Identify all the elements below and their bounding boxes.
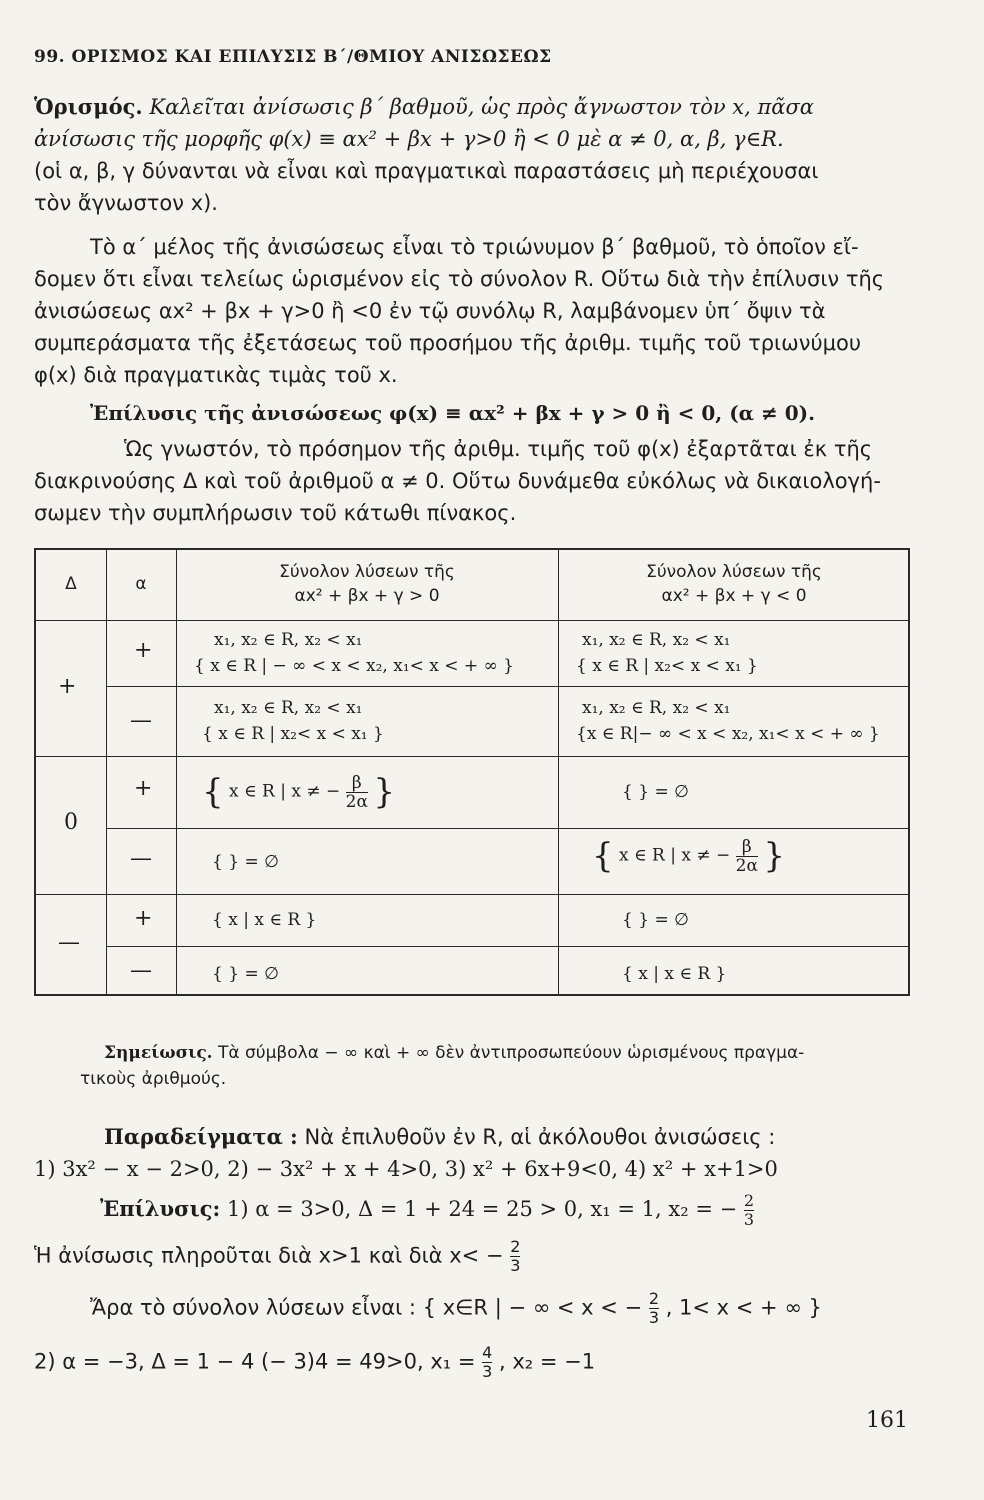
table-divider xyxy=(106,550,107,994)
section-heading: 99. ΟΡΙΣΜΟΣ ΚΑΙ ΕΠΙΛΥΣΙΣ Β΄/ΘΜΙΟΥ ΑΝΙΣΩΣΕΩΣ xyxy=(34,47,552,67)
r1-gt-condition: x₁, x₂ ∈ R, x₂ < x₁ xyxy=(214,630,363,650)
r3-lt-empty: { } = ∅ xyxy=(622,782,689,802)
solution-label: Ἐπίλυσις: xyxy=(100,1196,221,1221)
therefore-den: 3 xyxy=(648,1308,660,1327)
r1-lt-condition: x₁, x₂ ∈ R, x₂ < x₁ xyxy=(582,630,731,650)
holds-den: 3 xyxy=(510,1256,521,1275)
table-rule xyxy=(106,946,908,947)
header-lt-title: Σύνολον λύσεων τῆς xyxy=(646,562,822,582)
header-gt-expr: αx² + βx + γ > 0 xyxy=(294,586,440,606)
r3-gt-prefix: x ∈ R | x ≠ − xyxy=(229,781,341,802)
r2-gt-condition: x₁, x₂ ∈ R, x₂ < x₁ xyxy=(214,698,363,718)
para1-line: δομεν ὅτι εἶναι τελείως ὡρισμένον εἰς τὸ σύνολον R. Οὕτω διὰ τὴν ἐπίλυσιν τῆς xyxy=(34,267,885,291)
table-rule xyxy=(36,894,908,895)
definition-line-3: (οἱ α, β, γ δύνανται νὰ εἶναι καὶ πραγματικαὶ παραστάσεις μὴ περιέχουσαι xyxy=(34,159,819,183)
note-label: Σημείωσις. xyxy=(104,1043,213,1063)
holds-text: Ἡ ἀνίσωσις πληροῦται διὰ x>1 καὶ διὰ x< − xyxy=(34,1243,504,1268)
solution-heading: Ἐπίλυσις τῆς ἀνισώσεως φ(x) ≡ αx² + βx + γ > 0 ἢ < 0, (α ≠ 0). xyxy=(90,401,816,425)
r4-lt-frac-num: β xyxy=(736,838,758,857)
r4-lt-frac-den: 2α xyxy=(735,855,758,876)
table-rule xyxy=(36,620,908,621)
sol2-num: 4 xyxy=(482,1343,493,1362)
table-rule xyxy=(36,756,908,757)
r4-gt-empty: { } = ∅ xyxy=(212,852,279,872)
definition-line-4: τὸν ἄγνωστον x). xyxy=(34,191,218,215)
definition-label: Ὁρισμός. xyxy=(34,94,143,119)
r5-lt-empty: { } = ∅ xyxy=(622,910,689,930)
examples-intro: Νὰ ἐπιλυθοῦν ἐν R, αἱ ἀκόλουθοι ἀνισώσεις : xyxy=(304,1125,776,1149)
examples-label: Παραδείγματα : xyxy=(104,1124,298,1149)
sol1-num: 2 xyxy=(743,1191,755,1210)
alpha-positive-sign: + xyxy=(134,906,153,931)
table-divider xyxy=(558,550,559,994)
r3-gt-frac-den: 2α xyxy=(345,791,368,812)
alpha-negative-sign: — xyxy=(130,708,152,733)
sol1-den: 3 xyxy=(743,1210,755,1229)
solution-holds xyxy=(34,1238,914,1275)
r4-lt-set: { x ∈ R | x ≠ − $\frac{\beta}{2\alpha}$ } xyxy=(592,836,785,876)
sol2-tail: , x₂ = −1 xyxy=(499,1349,596,1374)
therefore-num: 2 xyxy=(648,1289,660,1308)
delta-negative-sign: — xyxy=(58,930,80,955)
delta-zero: 0 xyxy=(64,810,78,835)
para2-line: Ὡς γνωστόν, τὸ πρόσημον τῆς ἀριθμ. τιμῆς τοῦ φ(x) ἐξαρτᾶται ἐκ τῆς xyxy=(124,437,873,461)
alpha-positive-sign: + xyxy=(134,638,153,663)
page-number: 161 xyxy=(866,1408,908,1433)
alpha-negative-sign: — xyxy=(130,958,152,983)
para1-line: ἀνισώσεως αx² + βx + γ>0 ἢ <0 ἐν τῷ συνόλῳ R, λαμβάνομεν ὑπ΄ ὄψιν τὰ xyxy=(34,299,826,323)
solutions-table xyxy=(34,548,910,996)
delta-positive-sign: + xyxy=(58,674,77,699)
therefore-tail: , 1< x < + ∞ } xyxy=(665,1295,822,1320)
alpha-negative-sign: — xyxy=(130,846,152,871)
r3-gt-set: { x ∈ R | x ≠ − $\frac{\beta}{2\alpha}$ } xyxy=(202,772,395,812)
sol2-text: 2) α = −3, Δ = 1 − 4 (− 3)4 = 49>0, x₁ = xyxy=(34,1349,483,1374)
holds-num: 2 xyxy=(510,1237,521,1256)
para1-line: φ(x) διὰ πραγματικὰς τιμὰς τοῦ x. xyxy=(34,363,398,387)
r1-gt-set: { x ∈ R | − ∞ < x < x₂, x₁< x < + ∞ } xyxy=(194,656,514,676)
header-alpha: α xyxy=(135,574,147,594)
r2-lt-set: {x ∈ R|− ∞ < x < x₂, x₁< x < + ∞ } xyxy=(576,724,880,744)
table-rule xyxy=(106,686,908,687)
para2-line: διακρινούσης Δ καὶ τοῦ ἀριθμοῦ α ≠ 0. Οὕτω δυνάμεθα εὐκόλως νὰ δικαιολογή- xyxy=(34,469,881,493)
definition-text-1: Καλεῖται ἀνίσωσις β΄ βαθμοῦ, ὡς πρὸς ἄγνωστον τὸν x, πᾶσα xyxy=(149,95,814,119)
header-delta: Δ xyxy=(65,574,77,594)
header-lt-expr: αx² + βx + γ < 0 xyxy=(661,586,807,606)
note-line-2: τικοὺς ἀριθμούς. xyxy=(80,1069,227,1089)
r5-gt-reals: { x | x ∈ R } xyxy=(212,910,317,930)
solution-2 xyxy=(34,1344,914,1381)
header-gt-title: Σύνολον λύσεων τῆς xyxy=(279,562,455,582)
table-rule xyxy=(106,828,908,829)
examples-list: 1) 3x² − x − 2>0, 2) − 3x² + x + 4>0, 3) x² + 6x+9<0, 4) x² + x+1>0 xyxy=(34,1157,778,1181)
r4-lt-prefix: x ∈ R | x ≠ − xyxy=(619,845,731,866)
r3-gt-frac-num: β xyxy=(346,774,368,793)
alpha-positive-sign: + xyxy=(134,776,153,801)
r2-gt-set: { x ∈ R | x₂< x < x₁ } xyxy=(202,724,384,744)
definition-line-2: ἀνίσωσις τῆς μορφῆς φ(x) ≡ αx² + βx + γ>0 ἢ < 0 μὲ α ≠ 0, α, β, γ∈R. xyxy=(34,127,784,151)
r6-lt-reals: { x | x ∈ R } xyxy=(622,964,727,984)
solution-set xyxy=(90,1290,914,1327)
definition-line-1 xyxy=(34,92,914,122)
table-divider xyxy=(176,550,177,994)
note-text-1: Τὰ σύμβολα − ∞ καὶ + ∞ δὲν ἀντιπροσωπεύουν ὡρισμένους πραγμα- xyxy=(218,1043,805,1063)
sol2-den: 3 xyxy=(482,1362,493,1381)
para1-line: Τὸ α΄ μέλος τῆς ἀνισώσεως εἶναι τὸ τριώνυμον β΄ βαθμοῦ, τὸ ὁποῖον εἴ- xyxy=(90,235,859,259)
therefore-text: Ἄρα τὸ σύνολον λύσεων εἶναι : { x∈R | − ∞ < x < − xyxy=(90,1295,643,1320)
r6-gt-empty: { } = ∅ xyxy=(212,964,279,984)
solution-1-text: 1) α = 3>0, Δ = 1 + 24 = 25 > 0, x₁ = 1, x₂ = − xyxy=(226,1197,738,1221)
r1-lt-set: { x ∈ R | x₂< x < x₁ } xyxy=(576,656,758,676)
solution-1 xyxy=(100,1192,914,1229)
r2-lt-condition: x₁, x₂ ∈ R, x₂ < x₁ xyxy=(582,698,731,718)
para1-line: συμπεράσματα τῆς ἐξετάσεως τοῦ προσήμου τῆς ἀριθμ. τιμῆς τοῦ τριωνύμου xyxy=(34,331,861,355)
para2-line: σωμεν τὴν συμπλήρωσιν τοῦ κάτωθι πίνακος. xyxy=(34,501,517,525)
examples-heading xyxy=(104,1122,914,1152)
